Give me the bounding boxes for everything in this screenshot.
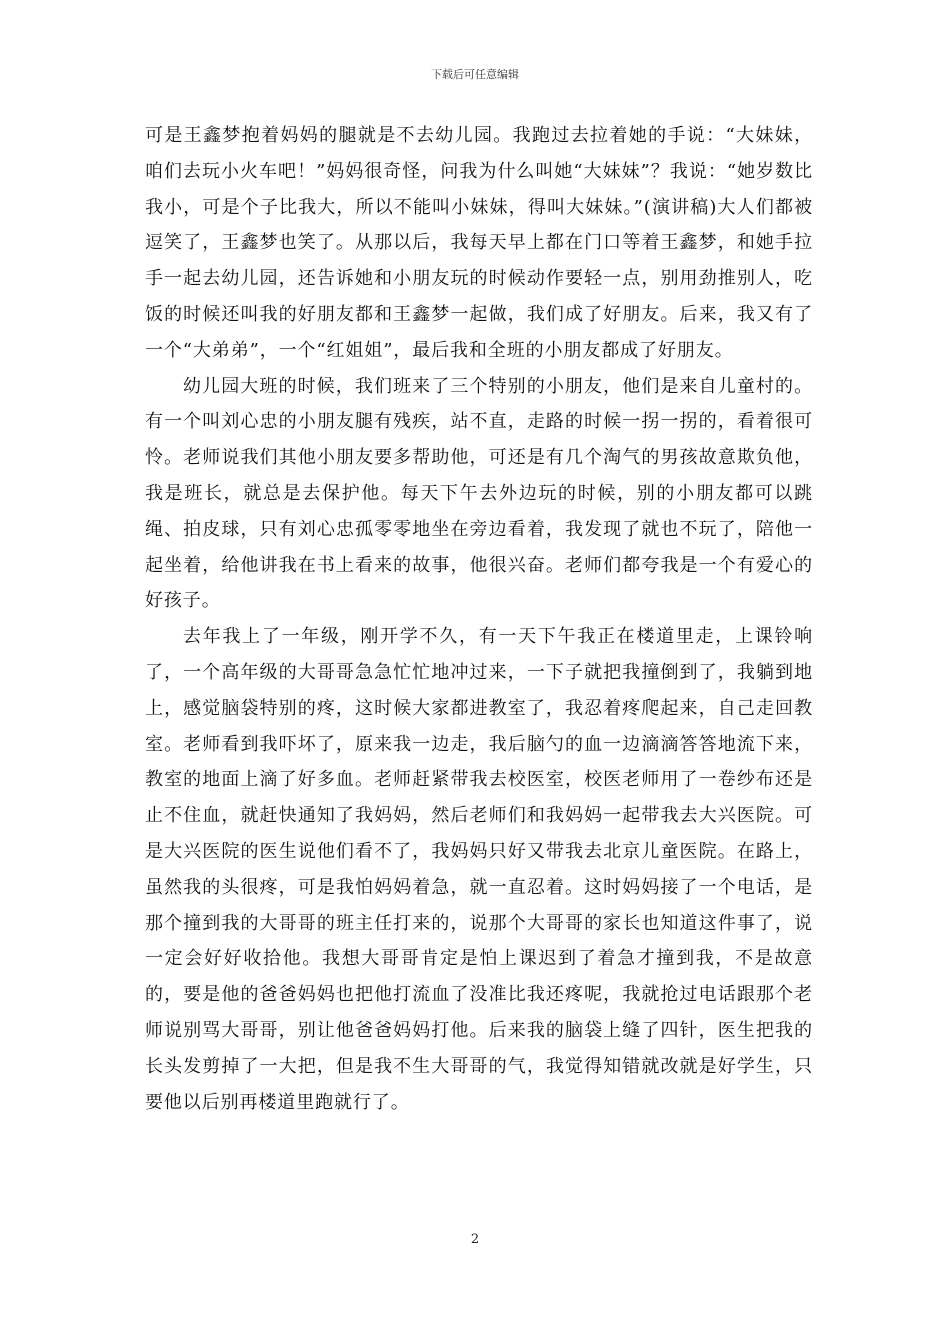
paragraph-1: 可是王鑫梦抱着妈妈的腿就是不去幼儿园。我跑过去拉着她的手说：“大妹妹，咱们去玩小火车吧！”妈妈很奇怪，问我为什么叫她“大妹妹”？我说：“她岁数比我小，可是个子比我大，所以不能叫小妹妹，得叫大妹妹。”(演讲稿)大人们都被逗笑了，王鑫梦也笑了。从那以后，我每天早上都在门口等着王鑫梦，和她手拉手一起去幼儿园，还告诉她和小朋友玩的时候动作要轻一点，别用劲推别人，吃饭的时候还叫我的好朋友都和王鑫梦一起做，我们成了好朋友。后来，我又有了一个“大弟弟”，一个“红姐姐”，最后我和全班的小朋友都成了好朋友。 bbox=[145, 125, 813, 361]
document-body bbox=[145, 118, 813, 1120]
paragraph-2: 幼儿园大班的时候，我们班来了三个特别的小朋友，他们是来自儿童村的。有一个叫刘心忠的小朋友腿有残疾，站不直，走路的时候一拐一拐的，看着很可怜。老师说我们其他小朋友要多帮助他，可还是有几个淘气的男孩故意欺负他，我是班长，就总是去保护他。每天下午去外边玩的时候，别的小朋友都可以跳绳、拍皮球，只有刘心忠孤零零地坐在旁边看着，我发现了就也不玩了，陪他一起坐着，给他讲我在书上看来的故事，他很兴奋。老师们都夸我是一个有爱心的好孩子。 bbox=[145, 375, 813, 612]
page-header: 下载后可任意编辑 bbox=[431, 68, 519, 81]
paragraph-3: 去年我上了一年级，刚开学不久，有一天下午我正在楼道里走，上课铃响了，一个高年级的大哥哥急急忙忙地冲过来，一下子就把我撞倒到了，我躺到地上，感觉脑袋特别的疼，这时候大家都进教室了，我忍着疼爬起来，自己走回教室。老师看到我吓坏了，原来我一边走，我后脑勺的血一边滴滴答答地流下来，教室的地面上滴了好多血。老师赶紧带我去校医室，校医老师用了一卷纱布还是止不住血，就赶快通知了我妈妈，然后老师们和我妈妈一起带我去大兴医院。可是大兴医院的医生说他们看不了，我妈妈只好又带我去北京儿童医院。在路上，虽然我的头很疼，可是我怕妈妈着急，就一直忍着。这时妈妈接了一个电话，是那个撞到我的大哥哥的班主任打来的，说那个大哥哥的家长也知道这件事了，说一定会好好收拾他。我想大哥哥肯定是怕上课迟到了着急才撞到我，不是故意的，要是他的爸爸妈妈也把他打流血了没准比我还疼呢，我就抢过电话跟那个老师说别骂大哥哥，别让他爸爸妈妈打他。后来我的脑袋上缝了四针，医生把我的长头发剪掉了一大把，但是我不生大哥哥的气，我觉得知错就改就是好学生，只要他以后别再楼道里跑就行了。 bbox=[145, 626, 813, 1113]
page-number: 2 bbox=[470, 1232, 480, 1247]
